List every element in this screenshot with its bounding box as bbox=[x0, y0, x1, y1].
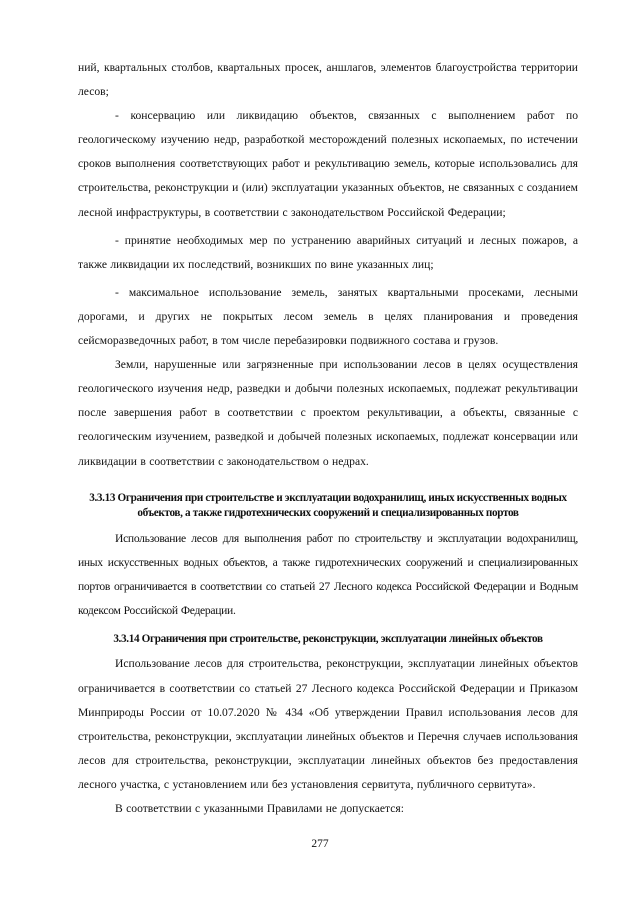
list-item-conservation: - консервацию или ликвидацию объектов, связанных с выполнением работ по геологическому изучению недр, разработкой месторождений полезных ископаемых, по истечении сроков выполнения соответствующих работ и рекультивацию земель, которые использовались для строительства, реконструкции и (или) эксплуатации указанных объектов, не связанных с созданием лесной инфраструктуры, в соответствии с законодательством Российской Федерации; bbox=[78, 109, 578, 219]
paragraph-reclamation: Земли, нарушенные или загрязненные при использовании лесов в целях осуществления геологического изучения недр, разведки и добычи полезных ископаемых, подлежат рекультивации после завершения работ в соответствии с проектом рекультивации, а объекты, связанные с геологическим изучением, разведкой и добычей полезных ископаемых, подлежат консервации или ликвидации в соответствии с законодательством о недрах. bbox=[78, 358, 578, 468]
list-item-emergency: - принятие необходимых мер по устранению аварийных ситуаций и лесных пожаров, а также ликвидации их последствий, возникших по вине указанных лиц; bbox=[78, 233, 578, 271]
paragraph-continuation: ний, квартальных столбов, квартальных просек, аншлагов, элементов благоустройства территории лесов; bbox=[78, 61, 578, 99]
paragraph-reservoirs: Использование лесов для выполнения работ по строительству и эксплуатации водохранилищ, иных искусственных водных объектов, а также гидротехнических сооружений и специализированных портов ограничивается в соответствии со статьей 27 Лесного кодекса Российской Федерации и Водным кодексом Российской Федерации. bbox=[78, 531, 578, 617]
list-item-land-use: - максимальное использование земель, занятых квартальными просеками, лесными дорогами, и других не покрытых лесом земель в целях планирования и проведения сейсморазведочных работ, в том числе перебазировки подвижного состава и грузов. bbox=[78, 285, 578, 348]
paragraph-linear-objects: Использование лесов для строительства, реконструкции, эксплуатации линейных объектов ограничивается в соответствии со статьей 27 Лесного кодекса Российской Федерации и Приказом Минприроды России от 10.07.2020 № 434 «Об утверждении Правил использования лесов для строительства, реконструкции, эксплуатации линейных объектов и Перечня случаев использования лесов для строительства, реконструкции, эксплуатации линейных объектов без предоставления лесного участка, с установлением или без установления сервитута, публичного сервитута». bbox=[78, 657, 578, 791]
paragraph-not-allowed: В соответствии с указанными Правилами не допускается: bbox=[115, 802, 404, 816]
page-content bbox=[78, 56, 578, 821]
page-number: 277 bbox=[311, 838, 329, 850]
section-heading-3-3-14: 3.3.14 Ограничения при строительстве, реконструкции, эксплуатации линейных объектов bbox=[113, 632, 543, 645]
section-heading-3-3-13: 3.3.13 Ограничения при строительстве и эксплуатации водохранилищ, иных искусственных водных объектов, а также гидротехнических сооружений и специализированных портов bbox=[89, 491, 567, 520]
